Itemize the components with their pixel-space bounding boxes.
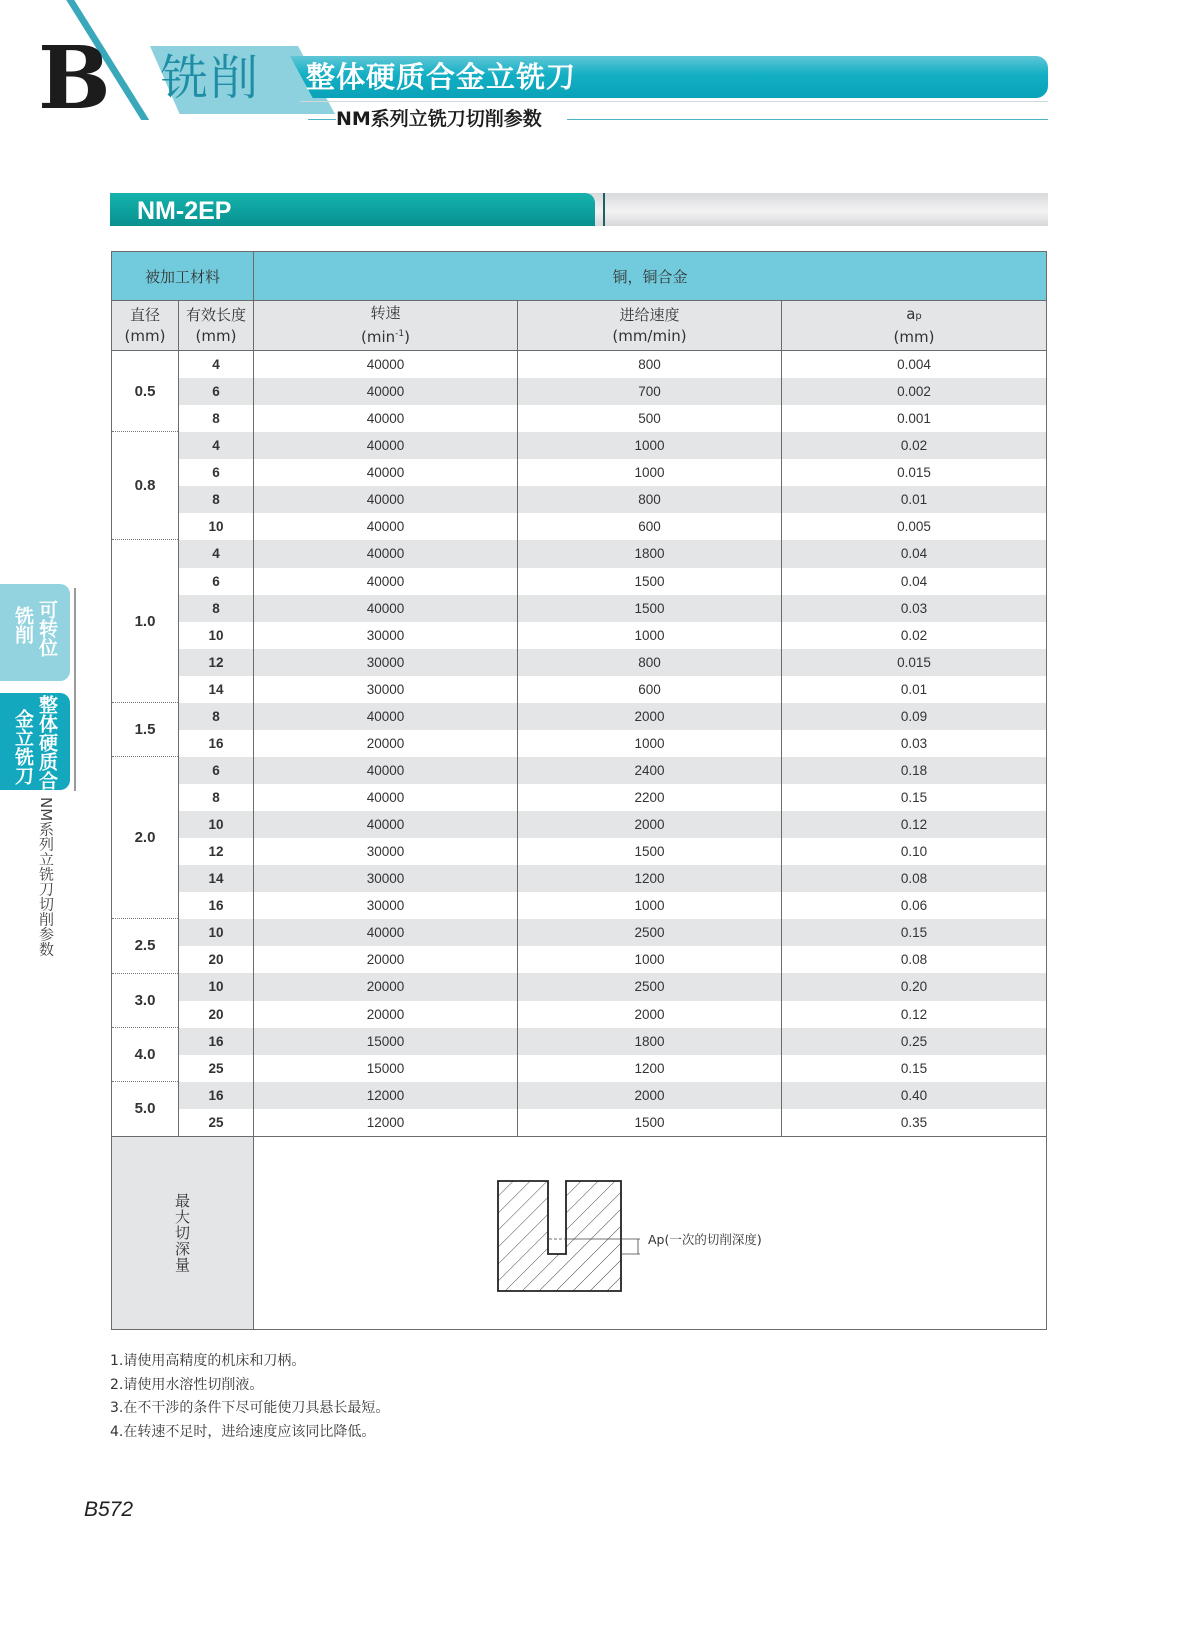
length-cell: 12 <box>179 838 254 865</box>
speed-cell: 30000 <box>254 892 518 919</box>
ap-cell: 0.02 <box>900 438 928 454</box>
subtitle-rule-right <box>567 119 1048 120</box>
length-cell: 10 <box>179 973 254 1000</box>
length-cell: 10 <box>179 622 254 649</box>
section-letter: B <box>38 28 109 129</box>
page-subtitle: NM系列立铣刀切削参数 <box>336 108 542 130</box>
cutting-parameters-table <box>111 251 1047 1330</box>
col-unit: (mm/min) <box>612 326 687 345</box>
length-cell: 4 <box>179 432 254 459</box>
col-unit: $(\min^{-1})$ <box>361 328 410 346</box>
speed-cell: 40000 <box>254 784 518 811</box>
speed-cell: 40000 <box>254 486 518 513</box>
table-row <box>179 703 1046 730</box>
ap-cell: 0.001 <box>897 411 931 427</box>
material-value: 铜，铜合金 <box>612 267 688 286</box>
length-cell: 6 <box>179 459 254 486</box>
feed-cell: 700 <box>518 378 782 405</box>
speed-cell: 40000 <box>254 568 518 595</box>
table-row <box>179 486 1046 513</box>
feed-cell: 2500 <box>518 973 782 1000</box>
length-cell: 10 <box>179 513 254 540</box>
ap-cell: 0.15 <box>900 790 928 806</box>
speed-cell: 12000 <box>254 1109 518 1136</box>
ap-cell: 0.002 <box>897 384 931 400</box>
table-row <box>179 1082 1046 1109</box>
table-row <box>179 838 1046 865</box>
side-tab-label: 铣削 <box>12 606 34 644</box>
note-item: 4.在转速不足时，进给速度应该同比降低。 <box>110 1423 376 1440</box>
col-header-diameter <box>112 301 179 350</box>
speed-cell: 20000 <box>254 1001 518 1028</box>
diameter-group: 1.5 <box>112 703 178 757</box>
table-row <box>179 676 1046 703</box>
speed-cell: 40000 <box>254 919 518 946</box>
diameter-group: 1.0 <box>112 540 178 702</box>
table-row <box>179 432 1046 459</box>
length-cell: 8 <box>179 784 254 811</box>
length-cell: 12 <box>179 649 254 676</box>
feed-cell: 1500 <box>518 595 782 622</box>
speed-cell: 40000 <box>254 540 518 567</box>
table-row <box>179 513 1046 540</box>
ap-cell: 0.004 <box>897 357 931 373</box>
feed-cell: 800 <box>518 351 782 378</box>
speed-cell: 30000 <box>254 676 518 703</box>
side-tab-indexable-milling[interactable] <box>0 584 70 681</box>
length-cell: 6 <box>179 568 254 595</box>
diameter-group: 3.0 <box>112 974 178 1028</box>
feed-cell: 1500 <box>518 838 782 865</box>
table-row <box>179 757 1046 784</box>
speed-cell: 15000 <box>254 1028 518 1055</box>
table-row <box>179 919 1046 946</box>
length-cell: 10 <box>179 919 254 946</box>
table-row <box>179 540 1046 567</box>
speed-cell: 30000 <box>254 649 518 676</box>
diameter-column <box>112 351 179 1136</box>
table-row <box>179 1055 1046 1082</box>
col-label: 转速 <box>370 304 401 322</box>
feed-cell: 1200 <box>518 1055 782 1082</box>
feed-cell: 2400 <box>518 757 782 784</box>
table-row <box>179 946 1046 973</box>
length-cell: 16 <box>179 1082 254 1109</box>
col-label: 有效长度 <box>185 305 246 324</box>
ap-cell: 0.03 <box>900 600 928 616</box>
table-body <box>112 351 1046 1136</box>
side-subtitle: NM系列立铣刀切削参数 <box>37 797 55 957</box>
table-row <box>179 1001 1046 1028</box>
side-tab-rule <box>74 588 76 791</box>
side-tab-label: 可转位 <box>36 600 58 657</box>
speed-cell: 40000 <box>254 405 518 432</box>
speed-cell: 40000 <box>254 378 518 405</box>
page-title: 整体硬质合金立铣刀 <box>306 60 577 94</box>
side-tab-solid-carbide-endmill[interactable] <box>0 693 70 790</box>
feed-cell: 1500 <box>518 568 782 595</box>
feed-cell: 1200 <box>518 865 782 892</box>
diameter-group: 4.0 <box>112 1028 178 1082</box>
feed-cell: 1000 <box>518 459 782 486</box>
length-cell: 20 <box>179 946 254 973</box>
data-rows <box>179 351 1046 1136</box>
table-row <box>179 1109 1046 1136</box>
table-row <box>179 730 1046 757</box>
table-row <box>179 1028 1046 1055</box>
note-item: 2.请使用水溶性切削液。 <box>110 1376 264 1393</box>
ap-cell: 0.15 <box>900 925 928 941</box>
speed-cell: 40000 <box>254 351 518 378</box>
table-row <box>179 865 1046 892</box>
length-cell: 8 <box>179 703 254 730</box>
feed-cell: 2200 <box>518 784 782 811</box>
diameter-group: 2.5 <box>112 919 178 973</box>
length-cell: 16 <box>179 892 254 919</box>
speed-cell: 12000 <box>254 1082 518 1109</box>
feed-cell: 500 <box>518 405 782 432</box>
length-cell: 16 <box>179 730 254 757</box>
ap-cell: 0.10 <box>900 844 928 860</box>
col-unit: (mm) <box>124 326 166 345</box>
length-cell: 20 <box>179 1001 254 1028</box>
diameter-group: 5.0 <box>134 1100 156 1118</box>
col-label: ap <box>906 304 922 323</box>
diameter-group: 0.8 <box>112 432 178 540</box>
table-row <box>179 405 1046 432</box>
col-header-speed <box>254 301 518 350</box>
feed-cell: 1800 <box>518 1028 782 1055</box>
table-row <box>179 595 1046 622</box>
ap-cell: 0.02 <box>900 627 928 643</box>
feed-cell: 2000 <box>518 1082 782 1109</box>
feed-cell: 800 <box>518 649 782 676</box>
note-item: 3.在不干涉的条件下尽可能使刀具悬长最短。 <box>110 1400 390 1416</box>
feed-cell: 1000 <box>518 622 782 649</box>
table-row <box>179 892 1046 919</box>
speed-cell: 40000 <box>254 757 518 784</box>
ap-cell: 0.12 <box>900 1006 928 1022</box>
feed-cell: 2000 <box>518 703 782 730</box>
feed-cell: 1800 <box>518 540 782 567</box>
ap-cell: 0.03 <box>900 735 928 751</box>
table-row <box>179 649 1046 676</box>
usage-notes <box>110 1350 389 1444</box>
length-cell: 14 <box>179 676 254 703</box>
speed-cell: 40000 <box>254 703 518 730</box>
table-row <box>179 784 1046 811</box>
subtitle-rule-left <box>308 119 336 120</box>
ap-cell: 0.04 <box>900 573 928 589</box>
table-row <box>179 378 1046 405</box>
max-depth-label: 最大切深量 <box>173 1192 191 1273</box>
feed-cell: 1500 <box>518 1109 782 1136</box>
ap-cell: 0.015 <box>897 654 931 670</box>
length-cell: 10 <box>179 811 254 838</box>
table-row <box>179 811 1046 838</box>
ap-cell: 0.01 <box>900 681 928 697</box>
length-cell: 25 <box>179 1055 254 1082</box>
ap-cell: 0.35 <box>900 1114 928 1130</box>
ap-cell: 0.18 <box>900 762 928 778</box>
section-title: NM-2EP <box>137 197 232 225</box>
speed-cell: 20000 <box>254 730 518 757</box>
ap-cell: 0.08 <box>900 871 928 887</box>
length-cell: 4 <box>179 540 254 567</box>
ap-cell: 0.01 <box>900 492 928 508</box>
table-row <box>179 622 1046 649</box>
speed-cell: 20000 <box>254 973 518 1000</box>
feed-cell: 1000 <box>518 892 782 919</box>
max-depth-label-cell <box>112 1137 254 1329</box>
length-cell: 8 <box>179 405 254 432</box>
diameter-group: 0.5 <box>112 351 178 432</box>
col-label: 进给速度 <box>619 305 680 324</box>
page-number: B572 <box>84 1498 134 1521</box>
speed-cell: 40000 <box>254 459 518 486</box>
feed-cell: 600 <box>518 676 782 703</box>
feed-cell: 1000 <box>518 946 782 973</box>
ap-cell: 0.40 <box>900 1087 928 1103</box>
ap-cell: 0.06 <box>900 898 928 914</box>
speed-cell: 40000 <box>254 595 518 622</box>
ap-cell: 0.015 <box>897 465 931 481</box>
feed-cell: 2500 <box>518 919 782 946</box>
table-row <box>179 351 1046 378</box>
feed-cell: 800 <box>518 486 782 513</box>
category-label: 铣削 <box>160 50 261 106</box>
speed-cell: 15000 <box>254 1055 518 1082</box>
speed-cell: 30000 <box>254 865 518 892</box>
col-header-ap <box>782 301 1046 350</box>
side-tab-label: 金立铣刀 <box>12 709 34 785</box>
ap-caption: Ap(一次的切削深度) <box>648 1231 762 1247</box>
speed-cell: 40000 <box>254 513 518 540</box>
feed-cell: 1000 <box>518 432 782 459</box>
length-cell: 4 <box>179 351 254 378</box>
length-cell: 16 <box>179 1028 254 1055</box>
max-depth-section <box>112 1136 1046 1329</box>
table-row <box>179 459 1046 486</box>
col-label: 直径 <box>129 305 160 324</box>
diameter-group: 2.0 <box>112 757 178 919</box>
length-cell: 6 <box>179 757 254 784</box>
column-header-row <box>112 301 1046 351</box>
feed-cell: 1000 <box>518 730 782 757</box>
speed-cell: 30000 <box>254 622 518 649</box>
length-cell: 14 <box>179 865 254 892</box>
length-cell: 8 <box>179 486 254 513</box>
material-label: 被加工材料 <box>112 252 254 300</box>
col-unit: (mm) <box>893 327 935 346</box>
title-rule <box>300 101 1048 102</box>
col-header-length <box>179 301 254 350</box>
feed-cell: 2000 <box>518 1001 782 1028</box>
ap-cell: 0.12 <box>900 817 928 833</box>
material-header-row <box>112 252 1046 301</box>
col-unit: (mm) <box>195 326 237 345</box>
ap-cell: 0.04 <box>900 546 928 562</box>
ap-cell: 0.20 <box>900 979 928 995</box>
length-cell: 25 <box>179 1109 254 1136</box>
ap-cell: 0.005 <box>897 519 931 535</box>
length-cell: 8 <box>179 595 254 622</box>
speed-cell: 40000 <box>254 811 518 838</box>
depth-diagram <box>254 1137 1046 1329</box>
ap-cell: 0.09 <box>900 708 928 724</box>
speed-cell: 20000 <box>254 946 518 973</box>
ap-cell: 0.08 <box>900 952 928 968</box>
feed-cell: 600 <box>518 513 782 540</box>
ap-cell: 0.15 <box>900 1060 928 1076</box>
speed-cell: 30000 <box>254 838 518 865</box>
col-header-feed <box>518 301 782 350</box>
slot-cut-diagram-icon <box>497 1180 647 1295</box>
side-tab-label: 整体硬质合 <box>36 695 58 790</box>
table-row <box>179 973 1046 1000</box>
speed-cell: 40000 <box>254 432 518 459</box>
feed-cell: 2000 <box>518 811 782 838</box>
length-cell: 6 <box>179 378 254 405</box>
table-row <box>179 568 1046 595</box>
note-item: 1.请使用高精度的机床和刀柄。 <box>110 1353 306 1369</box>
ap-cell: 0.25 <box>900 1033 928 1049</box>
